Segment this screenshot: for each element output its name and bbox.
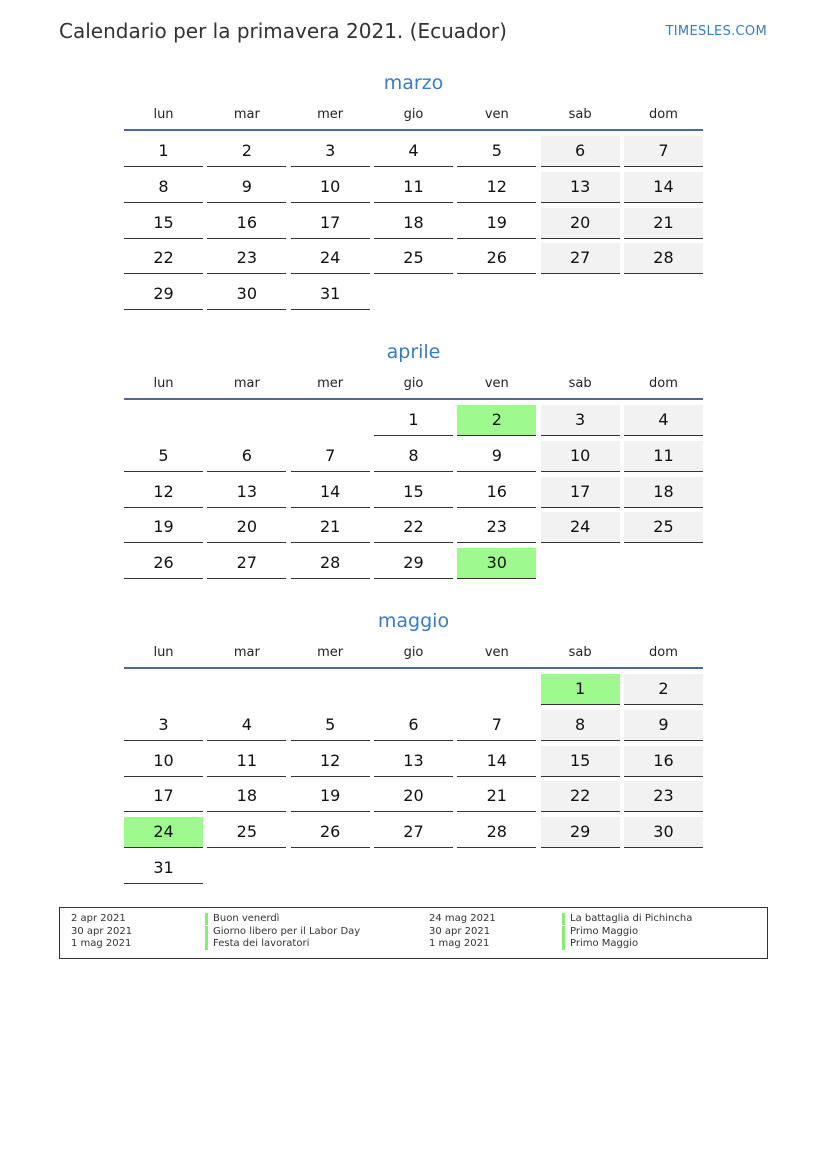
month-march: [124, 71, 703, 311]
day-cell: 26: [124, 548, 203, 579]
day-cell: 10: [291, 172, 370, 203]
month-may: [124, 609, 703, 885]
holiday-day-cell: 1: [541, 674, 620, 705]
day-cell: 2: [624, 674, 703, 705]
day-cell: 11: [207, 746, 286, 777]
day-cell: 4: [207, 710, 286, 741]
month-title: aprile: [386, 341, 441, 363]
weekday-label: sab: [568, 107, 592, 122]
empty-cell: [207, 405, 286, 437]
day-cell: 3: [124, 710, 203, 741]
legend-holiday-name: Primo Maggio: [562, 926, 638, 938]
day-cell: 14: [457, 746, 536, 777]
day-cell: 23: [624, 781, 703, 812]
day-cell: 25: [374, 243, 453, 274]
day-cell: 14: [291, 477, 370, 508]
weekday-header: [124, 107, 703, 129]
weekday-label: dom: [649, 107, 678, 122]
day-cell: 8: [374, 441, 453, 472]
day-cell: 23: [207, 243, 286, 274]
day-cell: 25: [207, 817, 286, 848]
day-cell: 29: [124, 279, 203, 310]
day-cell: 29: [374, 548, 453, 579]
day-cell: 26: [291, 817, 370, 848]
day-cell: 23: [457, 512, 536, 543]
day-cell: 21: [457, 781, 536, 812]
day-cell: 17: [291, 208, 370, 239]
day-cell: 25: [624, 512, 703, 543]
day-cell: 5: [457, 136, 536, 167]
day-cell: 3: [541, 405, 620, 436]
legend-holiday-name: Primo Maggio: [562, 938, 638, 950]
holiday-day-cell: 30: [457, 548, 536, 579]
legend-date: 30 apr 2021: [429, 926, 491, 937]
weekday-header: [124, 376, 703, 398]
day-cell: 27: [541, 243, 620, 274]
day-cell: 20: [541, 208, 620, 239]
day-cell: 13: [374, 746, 453, 777]
weekday-label: sab: [568, 376, 592, 391]
day-cell: 30: [207, 279, 286, 310]
holiday-day-cell: 24: [124, 817, 203, 848]
day-cell: 6: [374, 710, 453, 741]
weekday-label: dom: [649, 645, 678, 660]
legend-holiday-name: Giorno libero per il Labor Day: [205, 926, 360, 938]
day-cell: 8: [541, 710, 620, 741]
day-cell: 9: [207, 172, 286, 203]
day-cell: 18: [624, 477, 703, 508]
day-cell: 1: [374, 405, 453, 436]
header-rule: [124, 667, 703, 669]
day-cell: 10: [541, 441, 620, 472]
day-cell: 6: [541, 136, 620, 167]
day-cell: 27: [207, 548, 286, 579]
weekday-label: gio: [403, 645, 424, 660]
day-cell: 12: [291, 746, 370, 777]
day-cell: 3: [291, 136, 370, 167]
legend-date: 1 mag 2021: [429, 938, 490, 949]
weekday-label: mar: [233, 107, 260, 122]
day-cell: 5: [291, 710, 370, 741]
day-cell: 17: [124, 781, 203, 812]
day-grid: [124, 136, 703, 311]
day-cell: 16: [624, 746, 703, 777]
day-cell: 7: [291, 441, 370, 472]
legend-date: 24 mag 2021: [429, 913, 496, 924]
day-cell: 22: [374, 512, 453, 543]
empty-cell: [207, 674, 286, 706]
weekday-label: mer: [317, 645, 344, 660]
day-cell: 15: [541, 746, 620, 777]
day-cell: 1: [124, 136, 203, 167]
holiday-day-cell: 2: [457, 405, 536, 436]
day-cell: 18: [207, 781, 286, 812]
day-cell: 27: [374, 817, 453, 848]
day-cell: 12: [124, 477, 203, 508]
empty-cell: [291, 405, 370, 437]
day-cell: 21: [291, 512, 370, 543]
day-grid: [124, 674, 703, 885]
day-cell: 9: [457, 441, 536, 472]
day-cell: 16: [457, 477, 536, 508]
weekday-label: lun: [153, 645, 174, 660]
day-grid: [124, 405, 703, 580]
day-cell: 28: [457, 817, 536, 848]
weekday-label: ven: [484, 107, 509, 122]
day-cell: 2: [207, 136, 286, 167]
header-rule: [124, 398, 703, 400]
weekday-label: mer: [317, 107, 344, 122]
day-cell: 26: [457, 243, 536, 274]
legend-holiday-name: La battaglia di Pichincha: [562, 913, 692, 925]
day-cell: 7: [624, 136, 703, 167]
day-cell: 8: [124, 172, 203, 203]
day-cell: 29: [541, 817, 620, 848]
day-cell: 18: [374, 208, 453, 239]
day-cell: 19: [457, 208, 536, 239]
brand-logo[interactable]: TIMESLES.COM: [665, 24, 767, 39]
legend-holiday-name: Festa dei lavoratori: [205, 938, 309, 950]
weekday-label: gio: [403, 376, 424, 391]
day-cell: 20: [207, 512, 286, 543]
day-cell: 31: [291, 279, 370, 310]
day-cell: 20: [374, 781, 453, 812]
month-title: marzo: [383, 72, 444, 94]
day-cell: 6: [207, 441, 286, 472]
weekday-label: gio: [403, 107, 424, 122]
day-cell: 4: [624, 405, 703, 436]
day-cell: 22: [541, 781, 620, 812]
day-cell: 28: [624, 243, 703, 274]
day-cell: 19: [124, 512, 203, 543]
day-cell: 12: [457, 172, 536, 203]
empty-cell: [291, 674, 370, 706]
day-cell: 22: [124, 243, 203, 274]
day-cell: 11: [374, 172, 453, 203]
day-cell: 17: [541, 477, 620, 508]
day-cell: 24: [541, 512, 620, 543]
day-cell: 24: [291, 243, 370, 274]
day-cell: 10: [124, 746, 203, 777]
page-title: Calendario per la primavera 2021. (Ecuador): [59, 19, 507, 43]
weekday-label: dom: [649, 376, 678, 391]
weekday-label: lun: [153, 107, 174, 122]
month-april: [124, 340, 703, 580]
empty-cell: [457, 674, 536, 706]
weekday-label: mer: [317, 376, 344, 391]
legend-date: 30 apr 2021: [71, 926, 133, 937]
legend-holiday-name: Buon venerdì: [205, 913, 279, 925]
day-cell: 4: [374, 136, 453, 167]
weekday-label: sab: [568, 645, 592, 660]
day-cell: 16: [207, 208, 286, 239]
header-rule: [124, 129, 703, 131]
day-cell: 30: [624, 817, 703, 848]
holiday-legend: [59, 907, 768, 959]
weekday-label: mar: [233, 645, 260, 660]
day-cell: 28: [291, 548, 370, 579]
day-cell: 11: [624, 441, 703, 472]
day-cell: 19: [291, 781, 370, 812]
legend-date: 1 mag 2021: [71, 938, 132, 949]
weekday-label: ven: [484, 645, 509, 660]
empty-cell: [374, 674, 453, 706]
day-cell: 14: [624, 172, 703, 203]
month-title: maggio: [377, 610, 450, 632]
legend-date: 2 apr 2021: [71, 913, 126, 924]
empty-cell: [124, 674, 203, 706]
day-cell: 31: [124, 853, 203, 884]
day-cell: 9: [624, 710, 703, 741]
day-cell: 5: [124, 441, 203, 472]
day-cell: 13: [207, 477, 286, 508]
weekday-header: [124, 645, 703, 667]
weekday-label: mar: [233, 376, 260, 391]
weekday-label: lun: [153, 376, 174, 391]
day-cell: 15: [124, 208, 203, 239]
day-cell: 21: [624, 208, 703, 239]
day-cell: 7: [457, 710, 536, 741]
day-cell: 15: [374, 477, 453, 508]
weekday-label: ven: [484, 376, 509, 391]
day-cell: 13: [541, 172, 620, 203]
empty-cell: [124, 405, 203, 437]
